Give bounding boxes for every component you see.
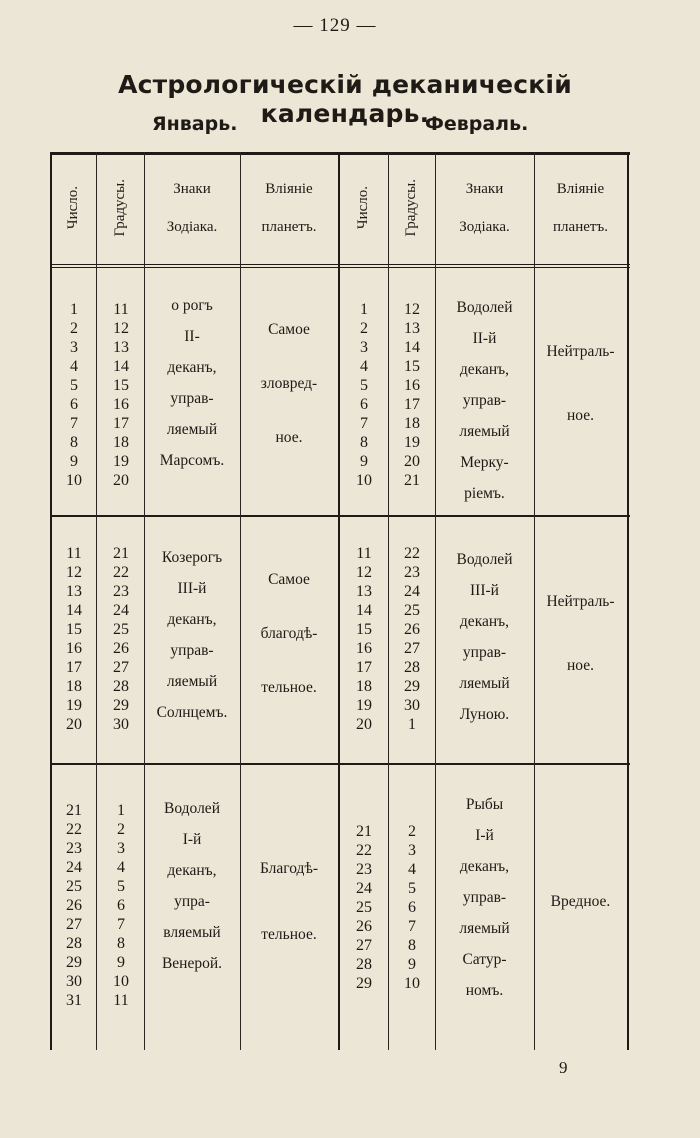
footer-signature-number: 9 [559, 1058, 568, 1077]
header-degrees-label: Градусы. [403, 179, 420, 237]
text-line: благодѣ- [260, 624, 318, 642]
feb-day-list [342, 544, 386, 734]
list-item: 12 [356, 564, 372, 581]
text-line: деканъ, [459, 858, 510, 875]
list-item: 30 [66, 973, 82, 990]
list-item: 15 [66, 621, 82, 638]
list-item: 13 [356, 583, 372, 600]
text-line: I-й [475, 827, 494, 844]
text-line: Марсомъ. [159, 452, 225, 469]
text-line: Благодѣ- [259, 859, 319, 877]
list-item: 27 [356, 937, 372, 954]
list-item: 24 [356, 880, 372, 897]
text-line: Водолей [456, 299, 513, 316]
text-line: о рогъ [171, 297, 213, 314]
header-signs-line1: Знаки [173, 180, 211, 197]
feb-planet-influence [534, 793, 627, 1010]
calendar-table [50, 152, 630, 1050]
list-item: 7 [408, 918, 416, 935]
list-item: 28 [66, 935, 82, 952]
list-item: 13 [66, 583, 82, 600]
list-item: 30 [404, 697, 420, 714]
list-item: 22 [404, 545, 420, 562]
header-influence-jan [240, 152, 338, 264]
list-item: 9 [408, 956, 416, 973]
text-line: Венерой. [161, 955, 223, 972]
text-line: ное. [567, 406, 594, 424]
list-item: 27 [113, 659, 129, 676]
month-january: Январь. [152, 113, 238, 135]
text-line: Мерку- [460, 454, 509, 471]
list-item: 9 [117, 954, 125, 971]
list-item: 4 [70, 358, 78, 375]
jan-day-list [54, 300, 94, 490]
list-item: 16 [66, 640, 82, 657]
text-line: тельное. [261, 678, 317, 696]
list-item: 6 [70, 396, 78, 413]
jan-day-list [54, 544, 94, 734]
list-item: 18 [404, 415, 420, 432]
list-item: 6 [117, 897, 125, 914]
list-item: 6 [360, 396, 368, 413]
text-line: ное. [567, 656, 594, 674]
list-item: 21 [66, 802, 82, 819]
text-line: деканъ, [167, 611, 217, 628]
header-degrees-label: Градусы. [111, 179, 128, 237]
month-february: Февраль. [425, 113, 529, 135]
jan-planet-influence [240, 292, 338, 475]
list-item: 1 [70, 301, 78, 318]
list-item: 3 [360, 339, 368, 356]
page-number: — 129 — [293, 15, 377, 36]
list-item: 19 [404, 434, 420, 451]
list-item: 4 [117, 859, 125, 876]
list-item: 11 [113, 992, 129, 1009]
text-line: управ- [462, 644, 507, 661]
list-item: 2 [408, 823, 416, 840]
list-item: 5 [117, 878, 125, 895]
text-line: Самое [268, 570, 310, 588]
list-item: 5 [360, 377, 368, 394]
list-item: 12 [66, 564, 82, 581]
jan-degree-list [100, 544, 142, 734]
header-rule [50, 264, 630, 265]
section-divider [50, 763, 630, 765]
header-influence-line2: планетъ. [553, 219, 608, 235]
list-item: 21 [404, 472, 420, 489]
jan-sign-description [144, 793, 240, 979]
list-item: 3 [408, 842, 416, 859]
list-item: 17 [113, 415, 129, 432]
list-item: 14 [66, 602, 82, 619]
column-divider [388, 152, 389, 1050]
list-item: 19 [66, 697, 82, 714]
list-item: 10 [404, 975, 420, 992]
list-item: 7 [117, 916, 125, 933]
page-title: Астрологическій деканическій календарь. [118, 70, 572, 128]
jan-planet-influence [240, 544, 338, 723]
list-item: 5 [70, 377, 78, 394]
text-line: III-й [470, 582, 499, 599]
list-item: 29 [356, 975, 372, 992]
header-influence-feb [534, 152, 627, 264]
text-line: ляемый [166, 673, 218, 690]
list-item: 27 [404, 640, 420, 657]
list-item: 14 [404, 339, 420, 356]
list-item: 29 [404, 678, 420, 695]
text-line: управ- [462, 392, 507, 409]
list-item: 25 [66, 878, 82, 895]
list-item: 20 [404, 453, 420, 470]
list-item: 25 [356, 899, 372, 916]
list-item: 16 [356, 640, 372, 657]
text-line: упра- [174, 893, 210, 910]
feb-sign-description [435, 544, 534, 730]
list-item: 26 [113, 640, 129, 657]
feb-degree-list [390, 544, 434, 734]
list-item: 26 [404, 621, 420, 638]
text-line: деканъ, [167, 862, 217, 879]
header-signs-line2: Зодіака. [459, 219, 510, 235]
list-item: 15 [113, 377, 129, 394]
list-item: 23 [66, 840, 82, 857]
list-item: 17 [66, 659, 82, 676]
text-line: Водолей [456, 551, 513, 568]
header-degrees-jan [96, 152, 144, 264]
list-item: 1 [360, 301, 368, 318]
header-signs-line2: Зодіака. [166, 219, 218, 235]
text-line: Рыбы [465, 796, 504, 813]
text-line: ляемый [459, 920, 510, 937]
list-item: 24 [404, 583, 420, 600]
text-line: управ- [170, 390, 214, 407]
list-item: 23 [356, 861, 372, 878]
list-item: 31 [66, 992, 82, 1009]
list-item: 17 [404, 396, 420, 413]
list-item: 28 [404, 659, 420, 676]
feb-degree-list [390, 300, 434, 490]
text-line: Самое [268, 320, 310, 338]
list-item: 23 [113, 583, 129, 600]
list-item: 20 [66, 716, 82, 733]
text-line: номъ. [465, 982, 504, 999]
list-item: 3 [70, 339, 78, 356]
header-day-feb [338, 152, 388, 264]
list-item: 8 [360, 434, 368, 451]
list-item: 29 [66, 954, 82, 971]
list-item: 9 [360, 453, 368, 470]
text-line: Водолей [164, 800, 220, 817]
list-item: 2 [360, 320, 368, 337]
text-line: управ- [462, 889, 507, 906]
list-item: 18 [66, 678, 82, 695]
list-item: 11 [113, 301, 129, 318]
list-item: 6 [408, 899, 416, 916]
feb-sign-description [435, 292, 534, 509]
text-line: зловред- [260, 374, 318, 392]
list-item: 9 [70, 453, 78, 470]
text-line: ріемъ. [464, 485, 505, 502]
list-item: 19 [356, 697, 372, 714]
list-item: 21 [356, 823, 372, 840]
list-item: 22 [356, 842, 372, 859]
list-item: 11 [356, 545, 372, 562]
table-left-border [50, 152, 52, 1050]
feb-day-list [342, 822, 386, 993]
list-item: 22 [66, 821, 82, 838]
header-signs-line1: Знаки [465, 180, 504, 197]
text-line: деканъ, [167, 359, 217, 376]
list-item: 8 [70, 434, 78, 451]
header-signs-jan [144, 152, 240, 264]
text-line: Нейтраль- [546, 342, 615, 360]
list-item: 23 [404, 564, 420, 581]
list-item: 14 [113, 358, 129, 375]
list-item: 14 [356, 602, 372, 619]
text-line: тельное. [261, 925, 317, 943]
header-day-jan [50, 152, 96, 264]
list-item: 20 [113, 472, 129, 489]
text-line: деканъ, [459, 361, 510, 378]
list-item: 15 [404, 358, 420, 375]
text-line: Нейтраль- [546, 592, 615, 610]
text-line: ное. [275, 428, 303, 446]
list-item: 7 [360, 415, 368, 432]
text-line: деканъ, [459, 613, 510, 630]
list-item: 25 [113, 621, 129, 638]
list-item: 8 [408, 937, 416, 954]
list-item: 15 [356, 621, 372, 638]
table-right-border [627, 152, 629, 1050]
text-line: Сатур- [462, 951, 507, 968]
text-line: управ- [170, 642, 214, 659]
list-item: 1 [117, 802, 125, 819]
list-item: 3 [117, 840, 125, 857]
list-item: 29 [113, 697, 129, 714]
header-signs-feb [435, 152, 534, 264]
text-line: ляемый [459, 675, 510, 692]
list-item: 11 [66, 545, 82, 562]
list-item: 4 [408, 861, 416, 878]
list-item: 10 [66, 472, 82, 489]
header-influence-line2: планетъ. [261, 219, 317, 235]
feb-planet-influence [534, 292, 627, 475]
list-item: 27 [66, 916, 82, 933]
text-line: Луною. [459, 706, 510, 723]
list-item: 10 [356, 472, 372, 489]
list-item: 12 [113, 320, 129, 337]
list-item: 20 [356, 716, 372, 733]
column-divider [96, 152, 97, 1050]
feb-degree-list [390, 822, 434, 993]
list-item: 24 [113, 602, 129, 619]
list-item: 28 [113, 678, 129, 695]
list-item: 19 [113, 453, 129, 470]
feb-day-list [342, 300, 386, 490]
text-line: Солнцемъ. [156, 704, 228, 721]
list-item: 8 [117, 935, 125, 952]
list-item: 7 [70, 415, 78, 432]
list-item: 26 [66, 897, 82, 914]
header-influence-line1: Вліяніе [556, 180, 605, 197]
list-item: 13 [113, 339, 129, 356]
list-item: 13 [404, 320, 420, 337]
section-divider [50, 515, 630, 517]
jan-degree-list [100, 300, 142, 490]
text-line: II- [184, 328, 200, 345]
header-day-label: Число. [354, 186, 371, 230]
list-item: 4 [360, 358, 368, 375]
list-item: 25 [404, 602, 420, 619]
text-line: Вредное. [550, 892, 611, 910]
text-line: II-й [472, 330, 497, 347]
text-line: ляемый [459, 423, 510, 440]
list-item: 16 [404, 377, 420, 394]
feb-planet-influence [534, 544, 627, 723]
text-line: ляемый [166, 421, 218, 438]
text-line: III-й [177, 580, 207, 597]
list-item: 12 [404, 301, 420, 318]
list-item: 17 [356, 659, 372, 676]
jan-sign-description [144, 542, 240, 728]
jan-planet-influence [240, 793, 338, 1010]
list-item: 26 [356, 918, 372, 935]
text-line: I-й [182, 831, 202, 848]
header-day-label: Число. [64, 186, 81, 230]
header-degrees-feb [388, 152, 435, 264]
text-line: Козерогъ [161, 549, 223, 566]
list-item: 2 [117, 821, 125, 838]
month-divider [338, 152, 340, 1050]
list-item: 10 [113, 973, 129, 990]
list-item: 22 [113, 564, 129, 581]
list-item: 5 [408, 880, 416, 897]
jan-day-list [54, 801, 94, 1010]
header-influence-line1: Вліяніе [265, 180, 313, 197]
list-item: 18 [113, 434, 129, 451]
list-item: 21 [113, 545, 129, 562]
list-item: 16 [113, 396, 129, 413]
feb-sign-description [435, 789, 534, 1006]
header-rule-double [50, 267, 630, 268]
jan-sign-description [144, 290, 240, 476]
list-item: 28 [356, 956, 372, 973]
text-line: вляемый [163, 924, 221, 941]
list-item: 1 [408, 716, 416, 733]
list-item: 24 [66, 859, 82, 876]
jan-degree-list [100, 801, 142, 1010]
list-item: 2 [70, 320, 78, 337]
list-item: 30 [113, 716, 129, 733]
list-item: 18 [356, 678, 372, 695]
